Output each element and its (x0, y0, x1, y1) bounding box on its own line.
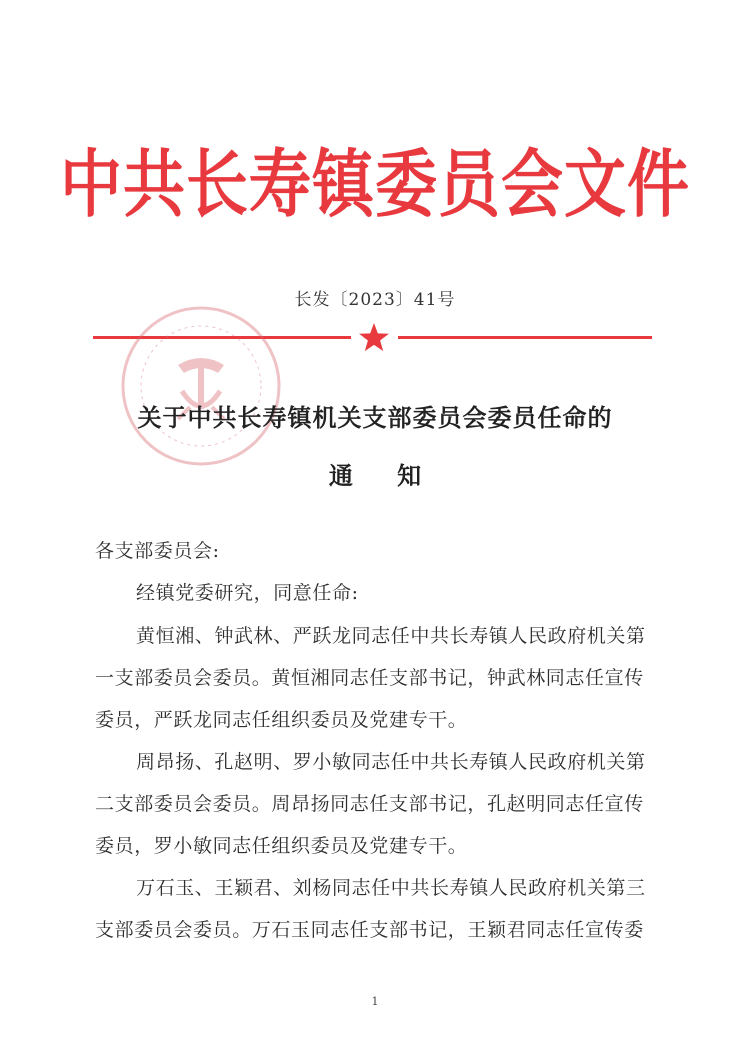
body-paragraph-line: 万石玉、王颖君、刘杨同志任中共长寿镇人民政府机关第三 (136, 877, 646, 899)
body-paragraph-line: 黄恒湘、钟武林、严跃龙同志任中共长寿镇人民政府机关第 (136, 625, 646, 647)
body-paragraph-line: 委员，严跃龙同志任组织委员及党建专干。 (95, 709, 468, 731)
document-header-title: 中共长寿镇委员会文件 (59, 140, 690, 228)
document-number: 长发〔2023〕41号 (294, 290, 456, 310)
body-paragraph-line: 一支部委员会委员。黄恒湘同志任支部书记，钟武林同志任宣传 (95, 667, 644, 689)
body-paragraph-line: 周昂扬、孔赵明、罗小敏同志任中共长寿镇人民政府机关第 (136, 751, 646, 773)
body-paragraph-line: 委员，罗小敏同志任组织委员及党建专干。 (95, 835, 468, 857)
notice-title: 关于中共长寿镇机关支部委员会委员任命的 (137, 403, 613, 432)
body-paragraph-line: 支部委员会委员。万石玉同志任支部书记，王颖君同志任宣传委 (95, 919, 644, 941)
notice-subtitle: 通 知 (328, 461, 422, 490)
red-rule-right (398, 336, 652, 339)
salutation-line: 各支部委员会: (95, 540, 220, 562)
body-paragraph-line: 二支部委员会委员。周昂扬同志任支部书记，孔赵明同志任宣传 (95, 793, 644, 815)
body-paragraph-line: 经镇党委研究，同意任命: (136, 582, 359, 604)
official-seal-icon (118, 303, 284, 469)
page-number: 1 (371, 995, 379, 1008)
star-icon (358, 322, 390, 354)
